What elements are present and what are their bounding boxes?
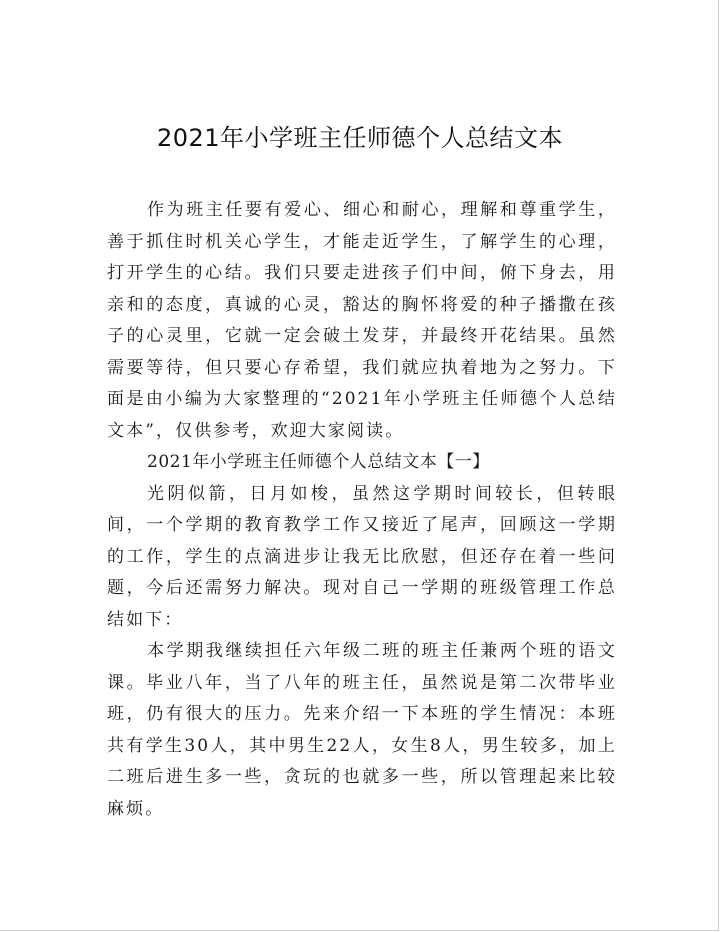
document-title: 2021年小学班主任师德个人总结文本 (156, 124, 564, 152)
intro-paragraph: 作为班主任要有爱心、细心和耐心，理解和尊重学生，善于抓住时机关心学生，才能走近学生，了解学生的心理，打开学生的心结。我们只要走进孩子们中间，俯下身去，用亲和的态度，真诚的心灵，豁达的胸怀将爱的种子播撒在孩子的心灵里，它就一定会破土发芽，并最终开花结果。虽然需要等待，但只要心存希望，我们就应执着地为之努力。下面是由小编为大家整理的“2021年小学班主任师德个人总结文本”，仅供参考，欢迎大家阅读。 (107, 200, 617, 441)
section-heading: 2021年小学班主任师德个人总结文本【一】 (147, 452, 490, 472)
body-paragraph-2: 本学期我继续担任六年级二班的班主任兼两个班的语文课。毕业八年，当了八年的班主任，虽然说是第二次带毕业班，仍有很大的压力。先来介绍一下本班的学生情况：本班共有学生30人，其中男生22人，女生8人，男生较多，加上二班后进生多一些，贪玩的也就多一些，所以管理起来比较麻烦。 (107, 641, 617, 819)
document-body (107, 195, 617, 825)
body-paragraph-1: 光阴似箭，日月如梭，虽然这学期时间较长，但转眼间，一个学期的教育教学工作又接近了尾声，回顾这一学期的工作，学生的点滴进步让我无比欣慰，但还存在着一些问题，今后还需努力解决。现对自己一学期的班级管理工作总结如下： (107, 483, 617, 630)
